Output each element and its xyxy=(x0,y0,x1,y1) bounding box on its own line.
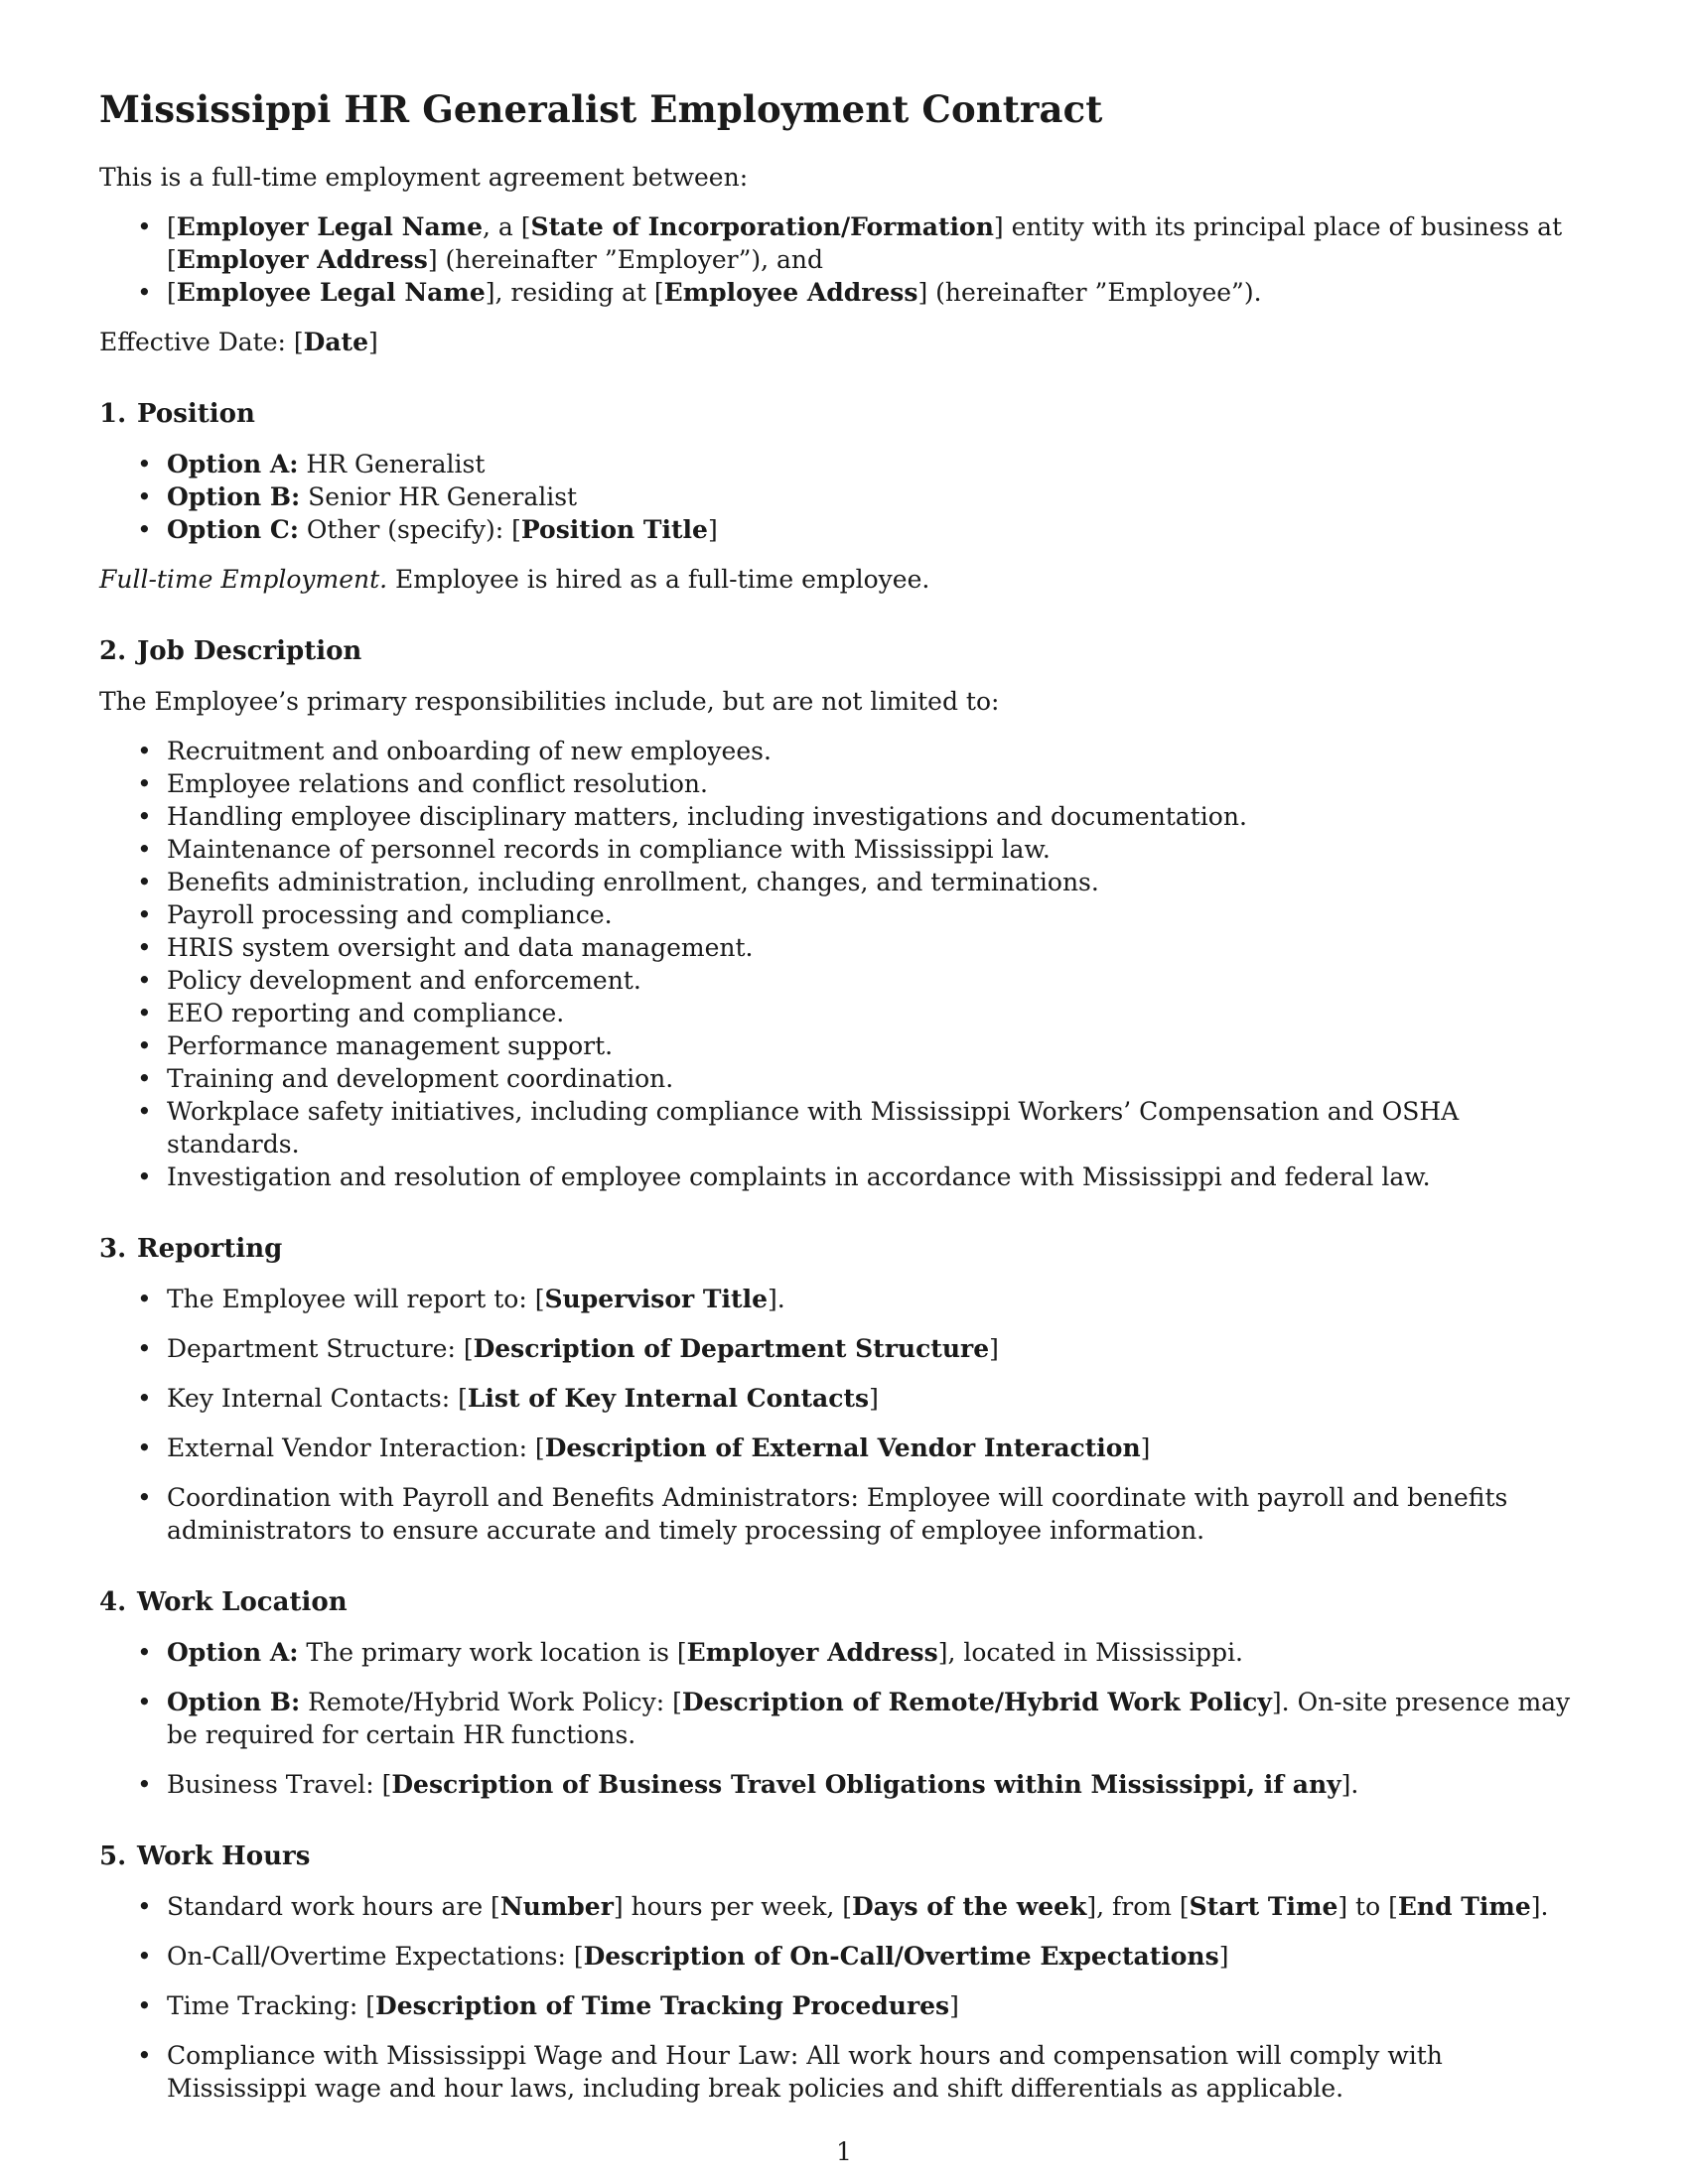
document-title: Mississippi HR Generalist Employment Contract xyxy=(99,87,1103,131)
position-option-b: • Option B: Senior HR Generalist xyxy=(167,480,1589,513)
hours-compliance: • Compliance with Mississippi Wage and Hour Law: All work hours and compensation will comply with Mississippi wage and hour laws, including break policies and shift differentials as applicable. xyxy=(167,2039,1589,2105)
section-job-heading: 2. Job Description xyxy=(99,636,362,666)
location-option-a: • Option A: The primary work location is [Employer Address], located in Mississippi. xyxy=(167,1636,1589,1669)
parties-list xyxy=(99,210,1589,309)
list-item: • Handling employee disciplinary matters, including investigations and documentation. xyxy=(167,800,1589,833)
section-location-heading: 4. Work Location xyxy=(99,1587,348,1617)
job-duties-list xyxy=(99,735,1589,1193)
effective-date: Effective Date: [Date] xyxy=(99,328,378,356)
list-item: • Employee relations and conflict resolution. xyxy=(167,767,1589,800)
hours-list xyxy=(99,1890,1589,2105)
location-option-b: • Option B: Remote/Hybrid Work Policy: [Description of Remote/Hybrid Work Policy]. On-site presence may be required for certain HR functions. xyxy=(167,1686,1589,1751)
list-item: • Payroll processing and compliance. xyxy=(167,898,1589,931)
job-intro: The Employee’s primary responsibilities include, but are not limited to: xyxy=(99,687,1000,716)
hours-time-tracking: • Time Tracking: [Description of Time Tracking Procedures] xyxy=(167,1989,1589,2022)
list-item: • Maintenance of personnel records in compliance with Mississippi law. xyxy=(167,833,1589,866)
list-item: • Recruitment and onboarding of new employees. xyxy=(167,735,1589,767)
full-time-note: Full-time Employment. Employee is hired as a full-time employee. xyxy=(99,565,930,594)
list-item: • Investigation and resolution of employee complaints in accordance with Mississippi and federal law. xyxy=(167,1160,1589,1193)
position-option-a: • Option A: HR Generalist xyxy=(167,448,1589,480)
location-list xyxy=(99,1636,1589,1801)
contract-page xyxy=(99,87,1589,2105)
list-item: • Benefits administration, including enrollment, changes, and terminations. xyxy=(167,866,1589,898)
list-item: • Workplace safety initiatives, including compliance with Mississippi Workers’ Compensation and OSHA standards. xyxy=(167,1095,1589,1160)
party-employer: • [Employer Legal Name, a [State of Incorporation/Formation] entity with its principal place of business at [Employer Address] (hereinafter ”Employer”), and xyxy=(167,210,1589,276)
position-option-c: • Option C: Other (specify): [Position Title] xyxy=(167,513,1589,546)
location-travel: • Business Travel: [Description of Business Travel Obligations within Mississippi, if any]. xyxy=(167,1768,1589,1801)
reporting-contacts: • Key Internal Contacts: [List of Key Internal Contacts] xyxy=(167,1382,1589,1415)
hours-standard: • Standard work hours are [Number] hours per week, [Days of the week], from [Start Time] to [End Time]. xyxy=(167,1890,1589,1923)
reporting-supervisor: • The Employee will report to: [Supervisor Title]. xyxy=(167,1283,1589,1315)
page-number: 1 xyxy=(836,2137,852,2166)
hours-overtime: • On-Call/Overtime Expectations: [Description of On-Call/Overtime Expectations] xyxy=(167,1940,1589,1973)
position-options xyxy=(99,448,1589,546)
section-hours-heading: 5. Work Hours xyxy=(99,1842,311,1871)
section-reporting-heading: 3. Reporting xyxy=(99,1234,283,1264)
reporting-department: • Department Structure: [Description of Department Structure] xyxy=(167,1332,1589,1365)
list-item: • HRIS system oversight and data management. xyxy=(167,931,1589,964)
intro-text: This is a full-time employment agreement between: xyxy=(99,163,749,192)
list-item: • Policy development and enforcement. xyxy=(167,964,1589,997)
list-item: • Training and development coordination. xyxy=(167,1062,1589,1095)
reporting-vendor: • External Vendor Interaction: [Description of External Vendor Interaction] xyxy=(167,1432,1589,1464)
list-item: • Performance management support. xyxy=(167,1029,1589,1062)
section-position-heading: 1. Position xyxy=(99,399,255,429)
list-item: • EEO reporting and compliance. xyxy=(167,997,1589,1029)
reporting-list xyxy=(99,1283,1589,1547)
party-employee: • [Employee Legal Name], residing at [Employee Address] (hereinafter ”Employee”). xyxy=(167,276,1589,309)
reporting-payroll: • Coordination with Payroll and Benefits Administrators: Employee will coordinate with payroll and benefits administrators to ensure accurate and timely processing of employee information. xyxy=(167,1481,1589,1547)
